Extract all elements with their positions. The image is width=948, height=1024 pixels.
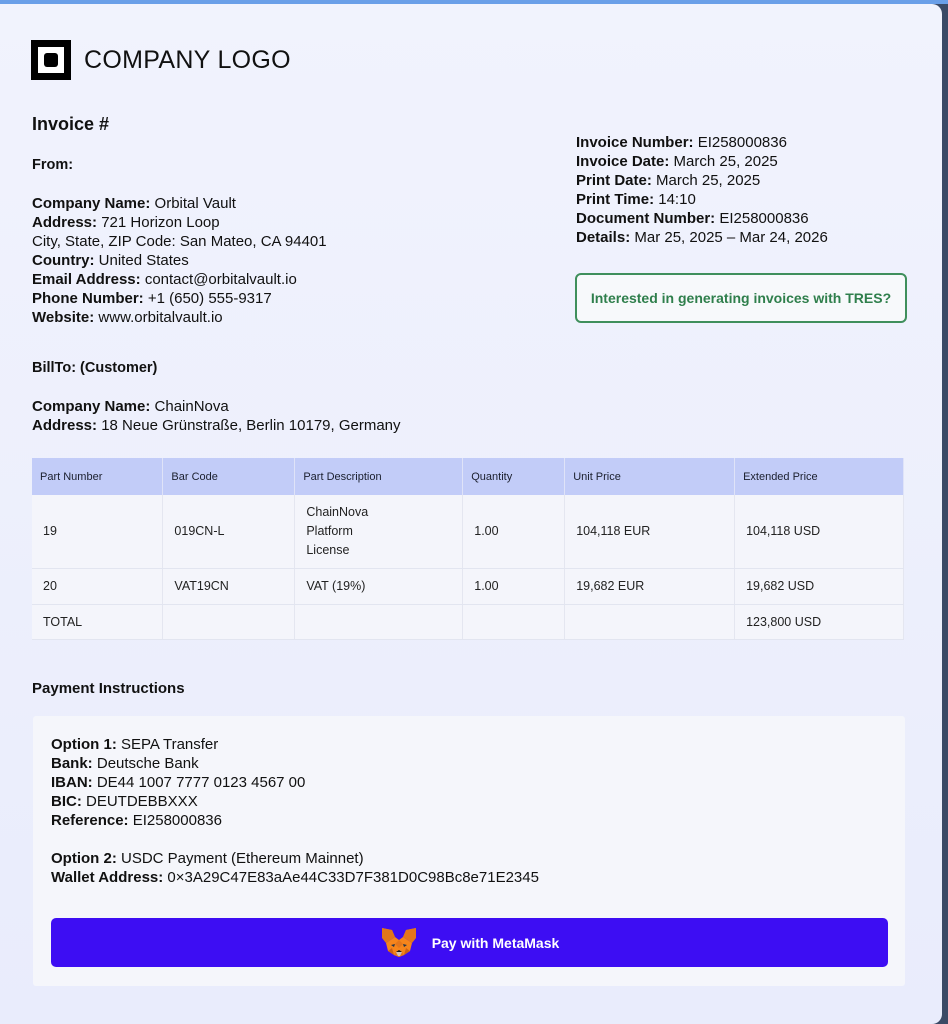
payment-instructions-title: Payment Instructions [32,680,185,697]
cell-quantity: 1.00 [463,495,565,568]
option-2: Option 2: USDC Payment (Ethereum Mainnet) [51,850,364,867]
print-time: Print Time: 14:10 [576,191,696,208]
total-value: 123,800 USD [735,604,904,639]
col-header-bar-code: Bar Code [163,458,295,495]
bic: BIC: DEUTDEBBXXX [51,793,198,810]
cell-extended-price: 19,682 USD [735,568,904,604]
table-row [32,568,904,604]
invoice-page [0,4,942,1024]
details: Details: Mar 25, 2025 – Mar 24, 2026 [576,229,828,246]
invoice-number: Invoice Number: EI258000836 [576,134,787,151]
cell-bar-code: 019CN-L [163,495,295,568]
col-header-unit-price: Unit Price [565,458,735,495]
cell-quantity: 1.00 [463,568,565,604]
cell-unit-price: 19,682 EUR [565,568,735,604]
cell-unit-price: 104,118 EUR [565,495,735,568]
from-city-line: City, State, ZIP Code: San Mateo, CA 94401 [32,233,327,250]
from-phone: Phone Number: +1 (650) 555-9317 [32,290,272,307]
col-header-part-description: Part Description [295,458,463,495]
line-items-table [32,458,904,640]
bill-to-address: Address: 18 Neue Grünstraße, Berlin 10179, Germany [32,417,401,434]
logo-icon [31,40,71,80]
col-header-quantity: Quantity [463,458,565,495]
option-1: Option 1: SEPA Transfer [51,736,219,753]
bank: Bank: Deutsche Bank [51,755,199,772]
col-header-extended-price: Extended Price [735,458,904,495]
logo-text: COMPANY LOGO [84,45,291,74]
from-section [32,156,327,327]
total-label: TOTAL [32,604,163,639]
from-company-name: Company Name: Orbital Vault [32,195,236,212]
document-number: Document Number: EI258000836 [576,210,809,227]
from-heading: From: [32,157,74,173]
invoice-meta [576,133,828,247]
from-email: Email Address: contact@orbitalvault.io [32,271,297,288]
bill-to-section [32,359,401,435]
cell-part-number: 19 [32,495,163,568]
payment-instructions-box [33,716,905,986]
iban: IBAN: DE44 1007 7777 0123 4567 00 [51,774,306,791]
table-header-row [32,458,904,495]
cell-part-number: 20 [32,568,163,604]
metamask-fox-icon [380,926,418,960]
cell-extended-price: 104,118 USD [735,495,904,568]
invoice-date: Invoice Date: March 25, 2025 [576,153,778,170]
bill-to-heading: BillTo: (Customer) [32,360,158,376]
wallet-address: Wallet Address: 0×3A29C47E83aAe44C33D7F381D0C98Bc8e71E2345 [51,869,539,886]
metamask-button-label: Pay with MetaMask [431,934,560,951]
from-address: Address: 721 Horizon Loop [32,214,220,231]
cell-part-description: VAT (19%) [295,568,463,604]
table-total-row [32,604,904,639]
col-header-part-number: Part Number [32,458,163,495]
bill-to-company-name: Company Name: ChainNova [32,398,229,415]
table-row [32,495,904,568]
invoice-title: Invoice # [32,114,110,134]
tres-invoice-button[interactable]: Interested in generating invoices with TRES? [575,273,907,323]
pay-with-metamask-button[interactable] [51,918,888,967]
reference: Reference: EI258000836 [51,812,222,829]
cell-bar-code: VAT19CN [163,568,295,604]
from-website: Website: www.orbitalvault.io [32,309,223,326]
cell-part-description: ChainNova Platform License [295,495,463,568]
print-date: Print Date: March 25, 2025 [576,172,761,189]
from-country: Country: United States [32,252,189,269]
company-logo [31,40,291,80]
